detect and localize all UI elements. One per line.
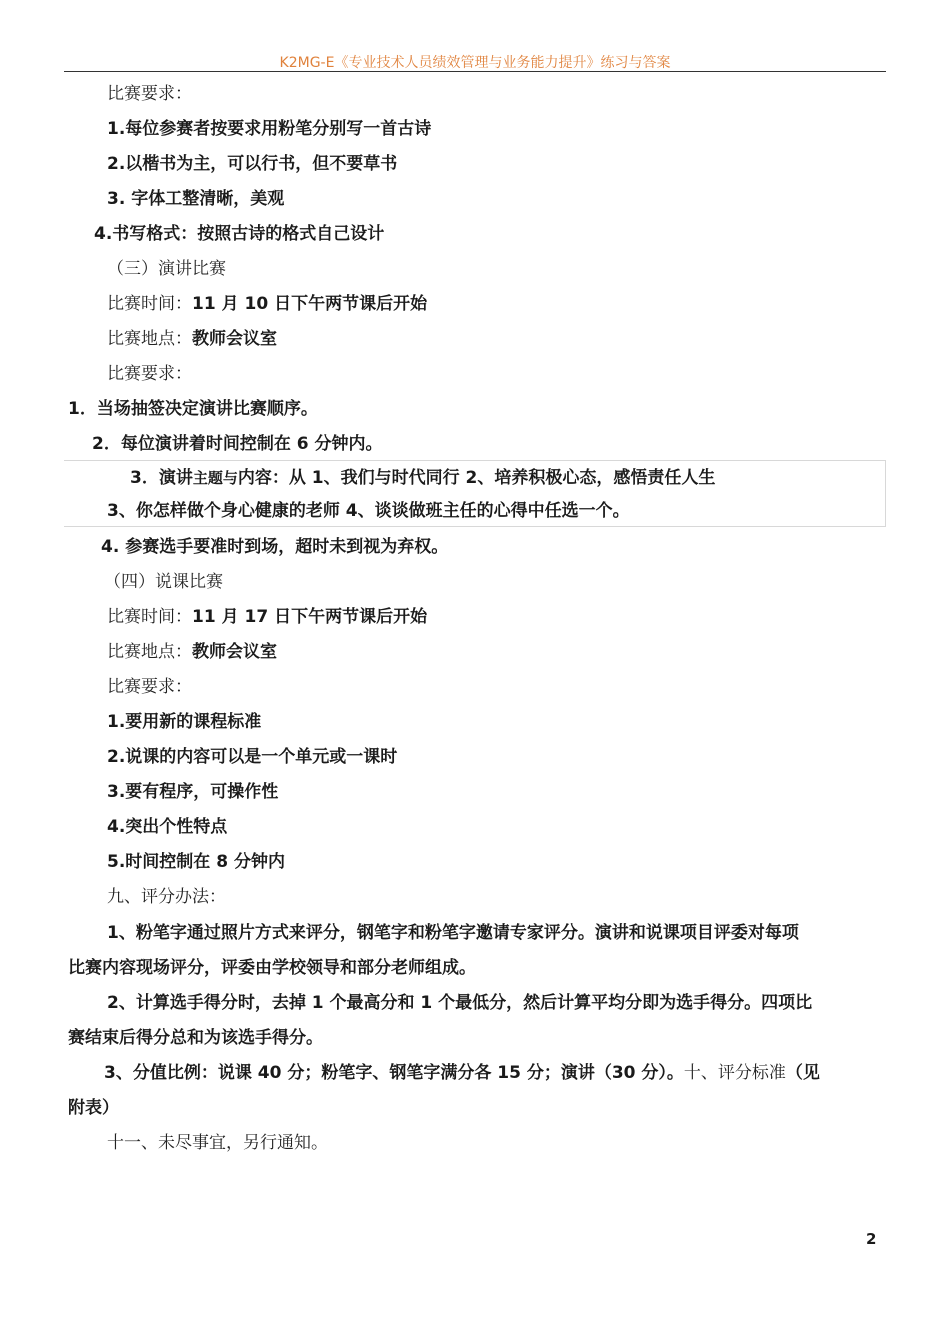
- speech-requirements-heading: 比赛要求：: [107, 364, 192, 384]
- lecture-req-2: 2.说课的内容可以是一个单元或一课时: [107, 747, 398, 767]
- chalk-req-2: 2.以楷书为主，可以行书，但不要草书: [107, 154, 398, 174]
- speech-time-label: 比赛时间：: [107, 294, 192, 314]
- box-bottom-border: [64, 526, 886, 527]
- lecture-location-value: 教师会议室: [192, 642, 277, 662]
- scoring-item-3: [104, 1062, 820, 1084]
- speech-time: [107, 293, 427, 315]
- lecture-req-3: 3.要有程序，可操作性: [107, 782, 279, 802]
- lecture-location-label: 比赛地点：: [107, 642, 192, 662]
- scoring-item-3-c: （见: [785, 1063, 820, 1083]
- lecture-requirements-heading: 比赛要求：: [107, 677, 192, 697]
- speech-req-3: [130, 467, 715, 489]
- lecture-req-1: 1.要用新的课程标准: [107, 712, 262, 732]
- page-number: 2: [866, 1230, 877, 1248]
- scoring-heading: 九、评分办法：: [107, 887, 226, 907]
- lecture-time-label: 比赛时间：: [107, 607, 192, 627]
- speech-time-value: 11 月 10 日下午两节课后开始: [192, 294, 428, 314]
- speech-req-3-cont: 3、你怎样做个身心健康的老师 4、谈谈做班主任的心得中任选一个。: [107, 501, 630, 521]
- speech-req-2: 2．每位演讲着时间控制在 6 分钟内。: [92, 434, 383, 454]
- speech-location: [107, 328, 277, 350]
- speech-req-1: 1．当场抽签决定演讲比赛顺序。: [68, 399, 318, 419]
- scoring-standard-heading: 十、评分标准: [683, 1063, 786, 1083]
- speech-req-3-a: 3．演讲: [130, 468, 193, 488]
- scoring-item-1-cont: 比赛内容现场评分，评委由学校领导和部分老师组成。: [68, 958, 476, 978]
- speech-section-heading: （三）演讲比赛: [107, 259, 226, 279]
- scoring-item-3-cont: 附表）: [68, 1098, 119, 1118]
- page-header-title: K2MG-E《专业技术人员绩效管理与业务能力提升》练习与答案: [279, 55, 671, 71]
- lecture-time: [107, 606, 427, 628]
- scoring-item-2: 2、计算选手得分时，去掉 1 个最高分和 1 个最低分，然后计算平均分即为选手得分。四项比: [107, 993, 813, 1013]
- lecture-req-4: 4.突出个性特点: [107, 817, 228, 837]
- scoring-item-2-cont: 赛结束后得分总和为该选手得分。: [68, 1028, 323, 1048]
- speech-location-value: 教师会议室: [192, 329, 277, 349]
- header-rule: [64, 71, 886, 72]
- speech-req-3-c: 内容：从 1、我们与时代同行 2、培养积极心态，感悟责任人生: [237, 468, 716, 488]
- closing-note: 十一、未尽事宜，另行通知。: [107, 1133, 328, 1153]
- speech-location-label: 比赛地点：: [107, 329, 192, 349]
- scoring-item-1: 1、粉笔字通过照片方式来评分，钢笔字和粉笔字邀请专家评分。演讲和说课项目评委对每项: [107, 923, 799, 943]
- chalk-req-1: 1.每位参赛者按要求用粉笔分别写一首古诗: [107, 119, 432, 139]
- chalk-req-4: 4.书写格式：按照古诗的格式自己设计: [94, 224, 385, 244]
- lecture-section-heading: （四）说课比赛: [104, 572, 223, 592]
- chalk-req-3: 3. 字体工整清晰，美观: [107, 189, 285, 209]
- lecture-req-5: 5.时间控制在 8 分钟内: [107, 852, 285, 872]
- requirements-heading: 比赛要求：: [107, 84, 192, 104]
- speech-req-4: 4. 参赛选手要准时到场，超时未到视为弃权。: [101, 537, 449, 557]
- lecture-time-value: 11 月 17 日下午两节课后开始: [192, 607, 428, 627]
- box-top-border: [64, 460, 886, 461]
- box-right-border: [885, 460, 886, 526]
- scoring-item-3-a: 3、分值比例：说课 40 分；粉笔字、钢笔字满分各 15 分；演讲（30 分）。: [104, 1063, 684, 1083]
- lecture-location: [107, 641, 277, 663]
- speech-req-3-b: 主题与: [192, 469, 238, 487]
